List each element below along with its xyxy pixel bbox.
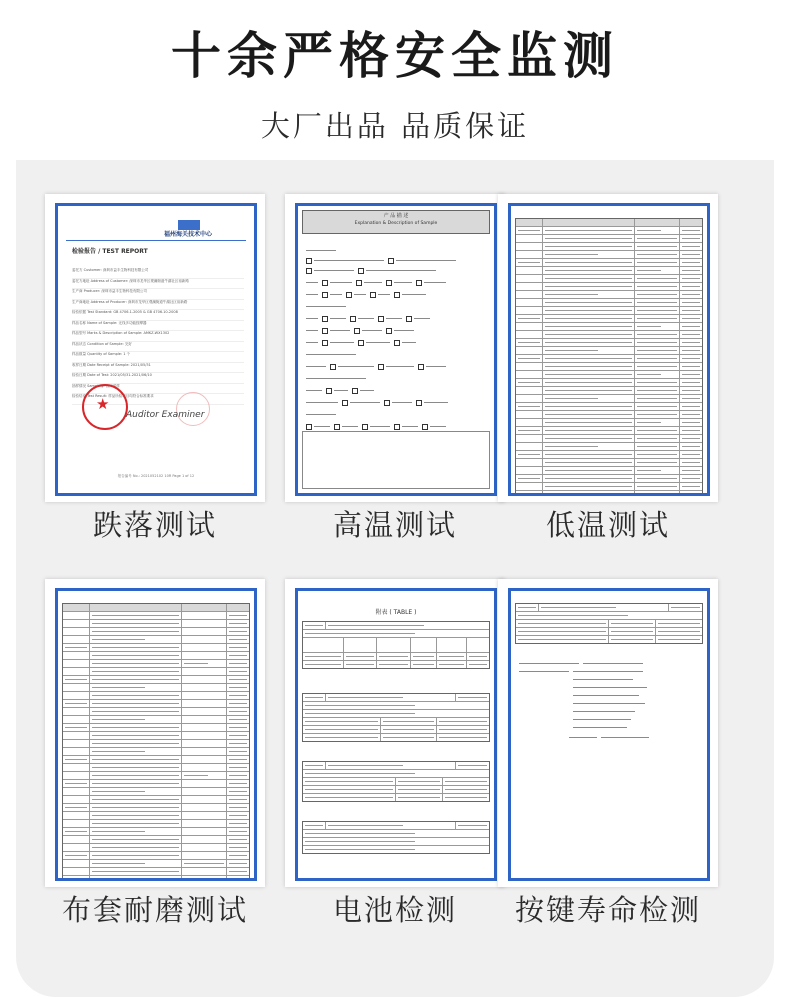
test-label-button-life: 按键寿命检测 bbox=[514, 893, 701, 927]
report-field: 样品型号 Marks & Description of Sample: AMKZ-WX1302 bbox=[72, 331, 244, 342]
report-field: 生产商 Producer: 深圳市益丰生物科技有限公司 bbox=[72, 289, 244, 300]
clause-table-document-a bbox=[508, 203, 710, 496]
report-card-low-temp bbox=[498, 194, 718, 502]
report-field: 委托方 Customer: 深圳市益丰生物科技有限公司 bbox=[72, 268, 244, 279]
clause-table-document-b bbox=[55, 588, 257, 881]
report-card-button-life bbox=[498, 579, 718, 887]
test-label-battery: 电池检测 bbox=[332, 893, 457, 927]
report-field: 收样日期 Date Receipt of Sample: 2021/05/31 bbox=[72, 363, 244, 374]
report-footer: 报告编号 No.: 2021052102 10R Page 1 of 12 bbox=[117, 474, 195, 478]
red-seal-stamp-icon bbox=[82, 384, 128, 430]
report-card-abrasion bbox=[45, 579, 265, 887]
table-caption: 附表 ( TABLE ) bbox=[375, 609, 417, 616]
button-life-document bbox=[508, 588, 710, 881]
report-card-drop-test bbox=[45, 194, 265, 502]
clause-table bbox=[515, 218, 703, 496]
report-divider bbox=[66, 240, 246, 241]
page-title: 十余严格安全监测 bbox=[171, 27, 619, 85]
report-org: 福州海关技术中心 bbox=[163, 231, 212, 238]
report-field: 样品数量 Quantity of Sample: 1 个 bbox=[72, 352, 244, 363]
report-card-battery bbox=[285, 579, 505, 887]
battery-table-2 bbox=[302, 693, 490, 742]
report-field: 委托方地址 Address of Customer: 深圳市龙华区观澜街道牛湖社区裕新路 bbox=[72, 279, 244, 290]
report-field: 样品名称 Name of Sample: 无线多功能按摩器 bbox=[72, 321, 244, 332]
battery-table-1 bbox=[302, 621, 490, 669]
report-field: 抽样情况 Sampling: 客户送样 bbox=[72, 384, 244, 395]
desc-footer-box bbox=[302, 431, 490, 489]
clause-table bbox=[62, 603, 250, 881]
desc-header bbox=[302, 210, 490, 234]
test-report-document bbox=[55, 203, 257, 496]
report-field: 检验结论 Test Result: 样品所检项目均符合标准要求 bbox=[72, 394, 244, 405]
report-field: 检验日期 Date of Test: 2021/05/31-2021/06/10 bbox=[72, 373, 244, 384]
desc-subtitle: Explanation & Description of Sample bbox=[354, 221, 438, 226]
test-label-abrasion: 布套耐磨测试 bbox=[61, 893, 248, 927]
report-card-high-temp bbox=[285, 194, 505, 502]
button-life-table bbox=[515, 603, 703, 644]
page-subtitle: 大厂出品 品质保证 bbox=[260, 109, 530, 143]
sample-description-document bbox=[295, 203, 497, 496]
signatures: Auditor Examiner bbox=[126, 410, 205, 420]
report-field: 生产商地址 Address of Producer: 深圳市龙华区观澜街道牛湖社区裕新路 bbox=[72, 300, 244, 311]
report-field: 样品状态 Condition of Sample: 完好 bbox=[72, 342, 244, 353]
report-heading: 检验报告 / TEST REPORT bbox=[72, 248, 148, 255]
battery-table-3 bbox=[302, 761, 490, 802]
faded-seal-icon bbox=[176, 392, 210, 426]
battery-table-document bbox=[295, 588, 497, 881]
desc-title: 产 品 描 述 bbox=[383, 213, 409, 219]
battery-table-4 bbox=[302, 821, 490, 854]
test-label-high-temp: 高温测试 bbox=[332, 508, 457, 542]
test-label-low-temp: 低温测试 bbox=[545, 508, 670, 542]
test-label-drop: 跌落测试 bbox=[92, 508, 217, 542]
report-field: 检验依据 Test Standard: GB 4706.1-2005 & GB 4706.10-2008 bbox=[72, 310, 244, 321]
